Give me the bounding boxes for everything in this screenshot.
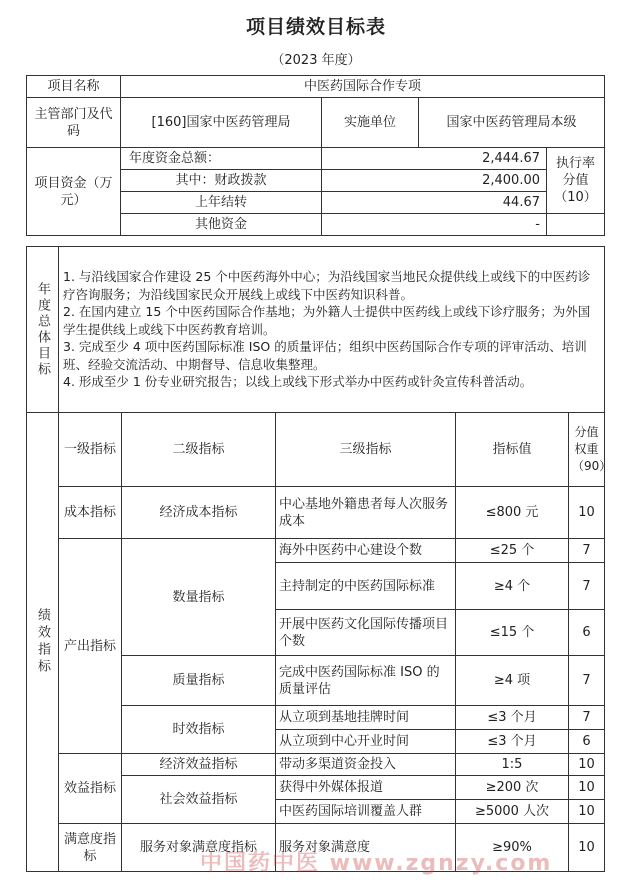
goal-item: 3. 完成至少 4 项中医药国际标准 ISO 的质量评估；组织中医药国际合作专项的评审活动、培训班、经验交流活动、中期督导、信息收集整理。 [63, 339, 587, 372]
quantity-weight: 7 [569, 539, 605, 563]
impl-label: 实施单位 [322, 98, 419, 148]
fund-fiscal-label: 其中：财政拨款 [121, 170, 322, 192]
dept-value: [160]国家中医药管理局 [121, 98, 322, 148]
time-value: ≤3 个月 [456, 730, 569, 754]
funds-label: 项目资金（万元） [27, 148, 121, 236]
social-value: ≥200 次 [456, 776, 569, 800]
fund-fiscal-value: 2,400.00 [322, 170, 547, 192]
social-l2: 社会效益指标 [122, 776, 276, 824]
header-level2: 二级指标 [122, 413, 276, 487]
goal-item: 1. 与沿线国家合作建设 25 个中医药海外中心；为沿线国家当地民众提供线上或线下的中医药诊疗咨询服务；为沿线国家民众开展线上或线下中医药知识科普。 [63, 269, 591, 302]
satisfaction-l3: 服务对象满意度 [276, 824, 456, 872]
time-value: ≤3 个月 [456, 706, 569, 730]
fund-total-label: 年度资金总额： [121, 148, 322, 170]
quality-weight: 7 [569, 656, 605, 706]
perf-side-label: 绩效指标 [27, 413, 59, 872]
header-level1: 一级指标 [59, 413, 122, 487]
fund-carryover-label: 上年结转 [121, 192, 322, 214]
document-year: （2023 年度） [271, 53, 361, 68]
project-name-label: 项目名称 [27, 76, 121, 98]
economic-l3: 带动多渠道资金投入 [276, 754, 456, 776]
economic-weight: 10 [569, 754, 605, 776]
quality-value: ≥4 项 [456, 656, 569, 706]
fund-carryover-value: 44.67 [322, 192, 547, 214]
output-l1: 产出指标 [59, 539, 122, 754]
quantity-weight: 6 [569, 610, 605, 656]
satisfaction-l1: 满意度指标 [59, 824, 122, 872]
watermark: 中国药中医 www.zgnzy.com [200, 851, 553, 876]
empty-cell [547, 214, 605, 236]
economic-l2: 经济效益指标 [122, 754, 276, 776]
header-value: 指标值 [456, 413, 569, 487]
time-weight: 6 [569, 730, 605, 754]
fund-other-value: - [322, 214, 547, 236]
quantity-l3: 海外中医药中心建设个数 [276, 539, 456, 563]
goal-item: 2. 在国内建立 15 个中医药国际合作基地；为外籍人士提供中医药线上或线下诊疗服务；为外国学生提供线上或线下中医药教育培训。 [63, 304, 591, 337]
quantity-value: ≤25 个 [456, 539, 569, 563]
economic-value: 1:5 [456, 754, 569, 776]
benefit-l1: 效益指标 [59, 754, 122, 824]
quality-l2: 质量指标 [122, 656, 276, 706]
cost-l2: 经济成本指标 [122, 487, 276, 539]
performance-indicator-table [26, 412, 612, 872]
cost-l1: 成本指标 [59, 487, 122, 539]
project-name-value: 中医药国际合作专项 [121, 76, 605, 98]
social-l3: 中医药国际培训覆盖人群 [276, 800, 456, 824]
header-weight: 分值权重（90） [569, 413, 605, 487]
dept-label: 主管部门及代码 [27, 98, 121, 148]
satisfaction-weight: 10 [569, 824, 605, 872]
time-weight: 7 [569, 706, 605, 730]
time-l3: 从立项到基地挂牌时间 [276, 706, 456, 730]
quantity-value: ≥4 个 [456, 563, 569, 610]
cost-value: ≤800 元 [456, 487, 569, 539]
quantity-l3: 主持制定的中医药国际标准 [276, 563, 456, 610]
satisfaction-value: ≥90% [456, 824, 569, 872]
annual-goal-table [26, 246, 605, 413]
annual-goal-content [59, 247, 605, 413]
quantity-l2: 数量指标 [122, 539, 276, 656]
header-level3: 三级指标 [276, 413, 456, 487]
quantity-value: ≤15 个 [456, 610, 569, 656]
quantity-l3: 开展中医药文化国际传播项目个数 [276, 610, 456, 656]
document-title: 项目绩效目标表 [245, 16, 386, 38]
cost-weight: 10 [569, 487, 605, 539]
exec-rate-label: 执行率分值（10） [547, 148, 605, 214]
time-l2: 时效指标 [122, 706, 276, 754]
annual-goal-label: 年度总体目标 [27, 247, 59, 413]
goal-item: 4. 形成至少 1 份专业研究报告；以线上或线下形式举办中医药或针灸宣传科普活动。 [63, 374, 533, 390]
quantity-weight: 7 [569, 563, 605, 610]
project-info-table [26, 75, 605, 236]
social-weight: 10 [569, 800, 605, 824]
quality-l3: 完成中医药国际标准 ISO 的质量评估 [276, 656, 456, 706]
satisfaction-l2: 服务对象满意度指标 [122, 824, 276, 872]
social-l3: 获得中外媒体报道 [276, 776, 456, 800]
cost-l3: 中心基地外籍患者每人次服务成本 [276, 487, 456, 539]
social-weight: 10 [569, 776, 605, 800]
fund-other-label: 其他资金 [121, 214, 322, 236]
fund-total-value: 2,444.67 [322, 148, 547, 170]
time-l3: 从立项到中心开业时间 [276, 730, 456, 754]
impl-value: 国家中医药管理局本级 [419, 98, 605, 148]
social-value: ≥5000 人次 [456, 800, 569, 824]
